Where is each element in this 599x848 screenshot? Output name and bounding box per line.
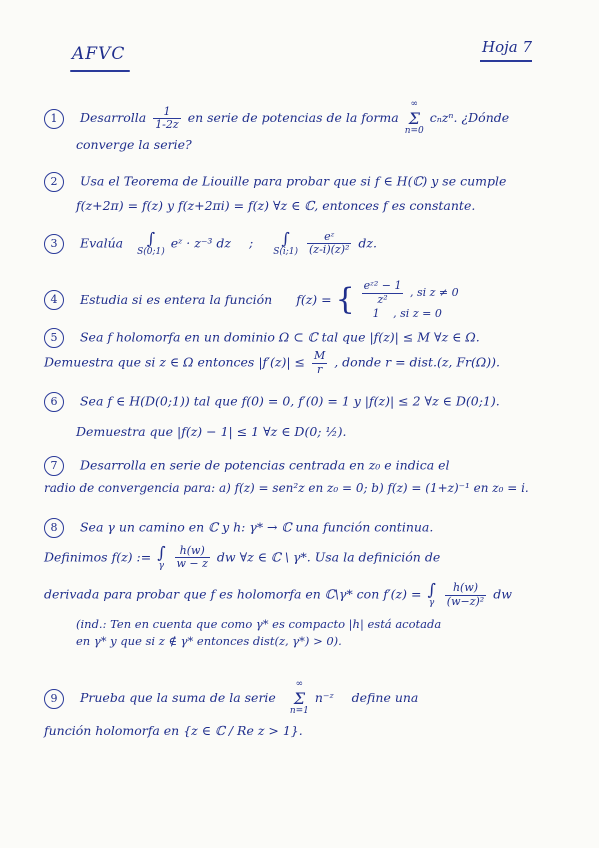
numerator: 1: [153, 106, 181, 120]
problem-number: 1: [44, 109, 64, 129]
integral-path: S(0;1): [137, 246, 165, 257]
problem-text: , donde r = dist.(z, Fr(Ω)).: [334, 354, 500, 370]
problem-text: Definimos f(z) :=: [44, 549, 152, 565]
separator: ;: [248, 235, 254, 251]
problem-number: 4: [44, 290, 64, 310]
hint-text: en γ* y que si z ∉ γ* entonces dist(z, γ*) > 0).: [76, 634, 342, 649]
problem-9: [44, 680, 549, 740]
problem-number: 2: [44, 172, 64, 192]
numerator: eᶻ: [307, 231, 351, 245]
integral: ∫ S(i;1): [273, 229, 299, 257]
integral-path: γ: [158, 560, 165, 571]
problem-text: define una: [351, 690, 419, 706]
integral: ∫ S(0;1): [137, 229, 165, 257]
case-value: 1: [372, 306, 380, 320]
summation: [405, 100, 424, 137]
course-title: AFVC: [72, 44, 126, 64]
problem-number: 8: [44, 518, 64, 538]
fraction: [307, 231, 351, 257]
problem-text: Demuestra que si z ∈ Ω entonces |f′(z)| ≤: [44, 354, 305, 370]
fraction: [175, 545, 210, 571]
case-condition: , si z ≠ 0: [409, 286, 459, 300]
numerator: eᶻ² − 1: [363, 279, 402, 293]
problem-text: Sea γ un camino en ℂ y h: γ* → ℂ una función continua.: [79, 519, 434, 535]
problem-text: Estudia si es entera la función: [79, 291, 273, 307]
sum-lower: n=1: [289, 706, 309, 717]
problem-text: Desarrolla: [79, 110, 147, 126]
problem-1: [44, 100, 549, 154]
sum-lower: n=0: [404, 126, 424, 137]
sheet-label: Hoja 7: [482, 38, 533, 56]
denominator: z²: [377, 292, 388, 306]
problem-text: radio de convergencia para: a) f(z) = sen²z en z₀ = 0; b) f(z) = (1+z)⁻¹ en z₀ = i.: [44, 481, 529, 495]
cases-brace: {: [335, 282, 355, 317]
fraction: [445, 582, 486, 608]
sum-term: cₙzⁿ.: [429, 110, 458, 126]
problem-number: 3: [44, 234, 64, 254]
denominator: (z-i)(z)²: [309, 243, 350, 257]
problem-text: f(z+2π) = f(z) y f(z+2πi) = f(z) ∀z ∈ ℂ, entonces f es constante.: [76, 198, 476, 213]
problem-8: [44, 518, 549, 650]
integral-path: S(i;1): [273, 246, 299, 257]
problem-7: [44, 456, 549, 496]
problem-text: dw: [493, 586, 512, 602]
denominator: (w−z)²: [446, 594, 485, 608]
problem-text: función holomorfa en {z ∈ ℂ / Re z > 1}.: [44, 723, 303, 739]
sum-term: n⁻ᶻ: [314, 690, 334, 706]
problem-text: Sea f ∈ H(D(0;1)) tal que f(0) = 0, f′(0) = 1 y |f(z)| ≤ 2 ∀z ∈ D(0;1).: [79, 393, 500, 409]
problem-text: Sea f holomorfa en un dominio Ω ⊂ ℂ tal que |f(z)| ≤ M ∀z ∈ Ω.: [79, 329, 480, 345]
problem-text: Prueba que la suma de la serie: [79, 690, 276, 706]
integral-path: γ: [428, 598, 435, 609]
piecewise-cases: [359, 280, 459, 320]
denominator: 1-2z: [155, 118, 179, 132]
problem-text: Demuestra que |f(z) − 1| ≤ 1 ∀z ∈ D(0; ½).: [76, 424, 347, 439]
sheet-label-underline: [480, 60, 532, 62]
denominator: r: [316, 362, 323, 376]
problem-text: derivada para probar que f es holomorfa en ℂ\γ* con f′(z) =: [44, 586, 422, 602]
sum-symbol: Σ: [408, 108, 420, 128]
problem-6: [44, 392, 549, 441]
numerator: h(w): [445, 582, 486, 596]
numerator: M: [313, 349, 326, 362]
integral: ∫ γ: [157, 543, 166, 571]
numerator: h(w): [175, 545, 210, 559]
integrand: eᶻ · z⁻³ dz: [170, 235, 231, 251]
fraction: [362, 280, 404, 306]
problem-text: converge la serie?: [76, 137, 192, 153]
problem-text: dw ∀z ∈ ℂ \ γ*. Usa la definición de: [216, 549, 441, 565]
function-label: f(z) =: [296, 291, 332, 307]
problem-2: [44, 172, 549, 215]
problem-text: ¿Dónde: [461, 110, 510, 126]
hint-text: (ind.: Ten en cuenta que como γ* es compacto |h| está acotada: [76, 616, 442, 631]
sum-upper: ∞: [410, 99, 418, 109]
integral: ∫ γ: [427, 580, 436, 609]
problem-number: 6: [44, 392, 64, 412]
problem-number: 7: [44, 456, 64, 476]
title-underline: [70, 70, 130, 72]
problem-4: [44, 280, 549, 321]
fraction: [153, 106, 181, 132]
problem-text: Usa el Teorema de Liouille para probar que si f ∈ H(ℂ) y se cumple: [79, 173, 507, 189]
problem-number: 5: [44, 328, 64, 348]
fraction: [312, 350, 327, 376]
case-1: [359, 280, 459, 306]
integral-tail: dz.: [358, 235, 377, 251]
sum-symbol: Σ: [293, 688, 305, 708]
denominator: w − z: [176, 557, 208, 571]
case-2: [359, 307, 459, 321]
problem-5: [44, 328, 549, 376]
problem-text: en serie de potencias de la forma: [187, 110, 399, 126]
case-condition: , si z = 0: [393, 306, 442, 320]
problem-text: Desarrolla en serie de potencias centrada en z₀ e indica el: [79, 457, 450, 473]
summation: [290, 680, 309, 717]
sum-upper: ∞: [295, 679, 304, 689]
problem-number: 9: [44, 689, 64, 709]
problem-3: [44, 230, 549, 257]
problem-text: Evalúa: [79, 235, 124, 251]
